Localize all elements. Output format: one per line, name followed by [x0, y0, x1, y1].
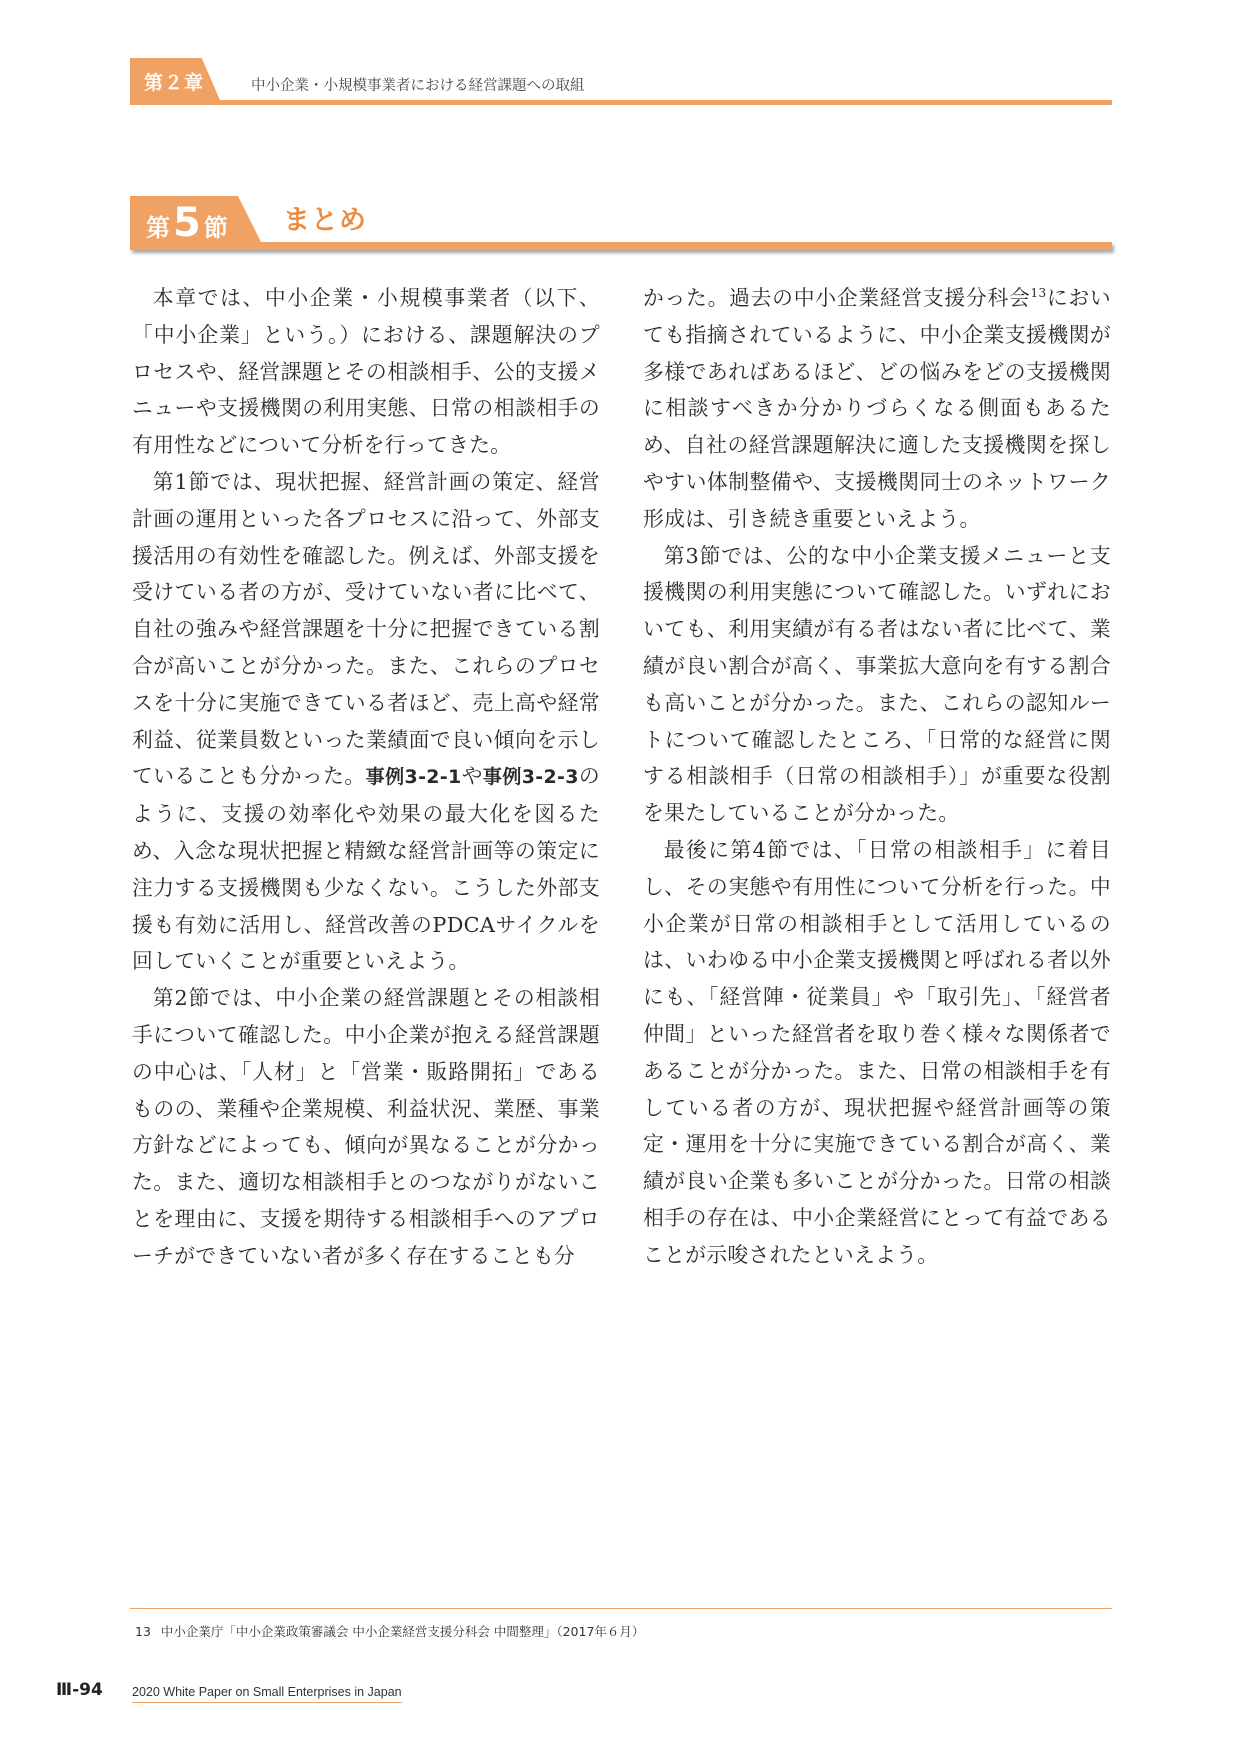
section-header-rule [130, 242, 1112, 250]
section-label [146, 200, 228, 246]
section-label-prefix: 第 [146, 214, 170, 242]
paragraph-section-2: 第2節では、中小企業の経営課題とその相談相手について確認した。中小企業が抱える経営課題の中心は、「人材」と「営業・販路開拓」であるものの、業種や企業規模、利益状況、業歴、事業方針などによっても、傾向が異なることが分かった。また、適切な相談相手とのつながりがないことを理由に、支援を期待する相談相手へのアプローチができていない者が多く存在することも分 [132, 986, 600, 1268]
paragraph-section-1-text-b: のように、支援の効率化や効果の最大化を図るため、入念な現状把握と精緻な経営計画等の策定に注力する支援機関も少なくない。こうした外部支援も有効に活用し、経営改善のPDCAサイクルを回していくことが重要といえよう。 [132, 764, 600, 974]
page-number: Ⅲ-94 [56, 1680, 103, 1700]
chapter-title: 中小企業・小規模事業者における経営課題への取組 [251, 78, 585, 94]
footnote-reference: 13 [1030, 286, 1047, 301]
paragraph-section-3: 第3節では、公的な中小企業支援メニューと支援機関の利用実態について確認した。いずれにおいても、利用実績が有る者はない者に比べて、業績が良い割合が高く、事業拡大意向を有する割合も高いことが分かった。また、これらの認知ルートについて確認したところ、「日常的な経営に関する相談相手（日常の相談相手）」が重要な役割を果たしていることが分かった。 [643, 543, 1111, 826]
footnote-divider [130, 1608, 1112, 1609]
section-title: まとめ [283, 205, 367, 236]
footnote-number: 13 [135, 1624, 151, 1639]
paragraph-section-1-text-a: 第1節では、現状把握、経営計画の策定、経営計画の運用といった各プロセスに沿って、外部支援活用の有効性を確認した。例えば、外部支援を受けている者の方が、受けていない者に比べて、自社の強みや経営課題を十分に把握できている割合が高いことが分かった。また、これらのプロセスを十分に実施できている者ほど、売上高や経常利益、従業員数といった業績面で良い傾向を示していることも分かった。 [132, 469, 600, 789]
case-reference-3-2-3: 事例3-2-3 [482, 766, 579, 789]
section-number: 5 [173, 200, 201, 246]
paragraph-section-1-joiner: や [461, 764, 483, 789]
case-reference-3-2-1: 事例3-2-1 [365, 766, 462, 789]
section-label-suffix: 節 [203, 214, 228, 242]
body-column-left [132, 280, 600, 1275]
body-column-right [643, 280, 1111, 1274]
paragraph-section-4: 最後に第4節では、「日常の相談相手」に着目し、その実態や有用性について分析を行った。中小企業が日常の相談相手として活用しているのは、いわゆる中小企業支援機関と呼ばれる者以外にも、「経営陣・従業員」や「取引先」、「経営者仲間」といった経営者を取り巻く様々な関係者であることが分かった。また、日常の相談相手を有している者の方が、現状把握や経営計画等の策定・運用を十分に実施できている割合が高く、業績が良い企業も多いことが分かった。日常の相談相手の存在は、中小企業経営にとって有益であることが示唆されたといえよう。 [643, 837, 1111, 1267]
paragraph-section-1 [132, 464, 600, 980]
paragraph-section-2-continued [643, 280, 1111, 538]
footer-publication-title: 2020 White Paper on Small Enterprises in Japan [132, 1685, 402, 1703]
footnote [135, 1622, 644, 1640]
chapter-header-rule [130, 100, 1112, 105]
paragraph-section-2-cont-a: かった。過去の中小企業経営支援分科会 [643, 286, 1031, 310]
footnote-text: 中小企業庁「中小企業政策審議会 中小企業経営支援分科会 中間整理」（2017年６月） [160, 1624, 645, 1639]
paragraph-intro: 本章では、中小企業・小規模事業者（以下、「中小企業」という。）における、課題解決のプロセスや、経営課題とその相談相手、公的支援メニューや支援機関の利用実態、日常の相談相手の有用性などについて分析を行ってきた。 [132, 286, 600, 458]
paragraph-section-2-cont-b: においても指摘されているように、中小企業支援機関が多様であればあるほど、どの悩みをどの支援機関に相談すべきか分かりづらくなる側面もあるため、自社の経営課題解決に適した支援機関を探しやすい体制整備や、支援機関同士のネットワーク形成は、引き続き重要といえよう。 [643, 286, 1111, 531]
chapter-label: 第２章 [144, 72, 205, 94]
